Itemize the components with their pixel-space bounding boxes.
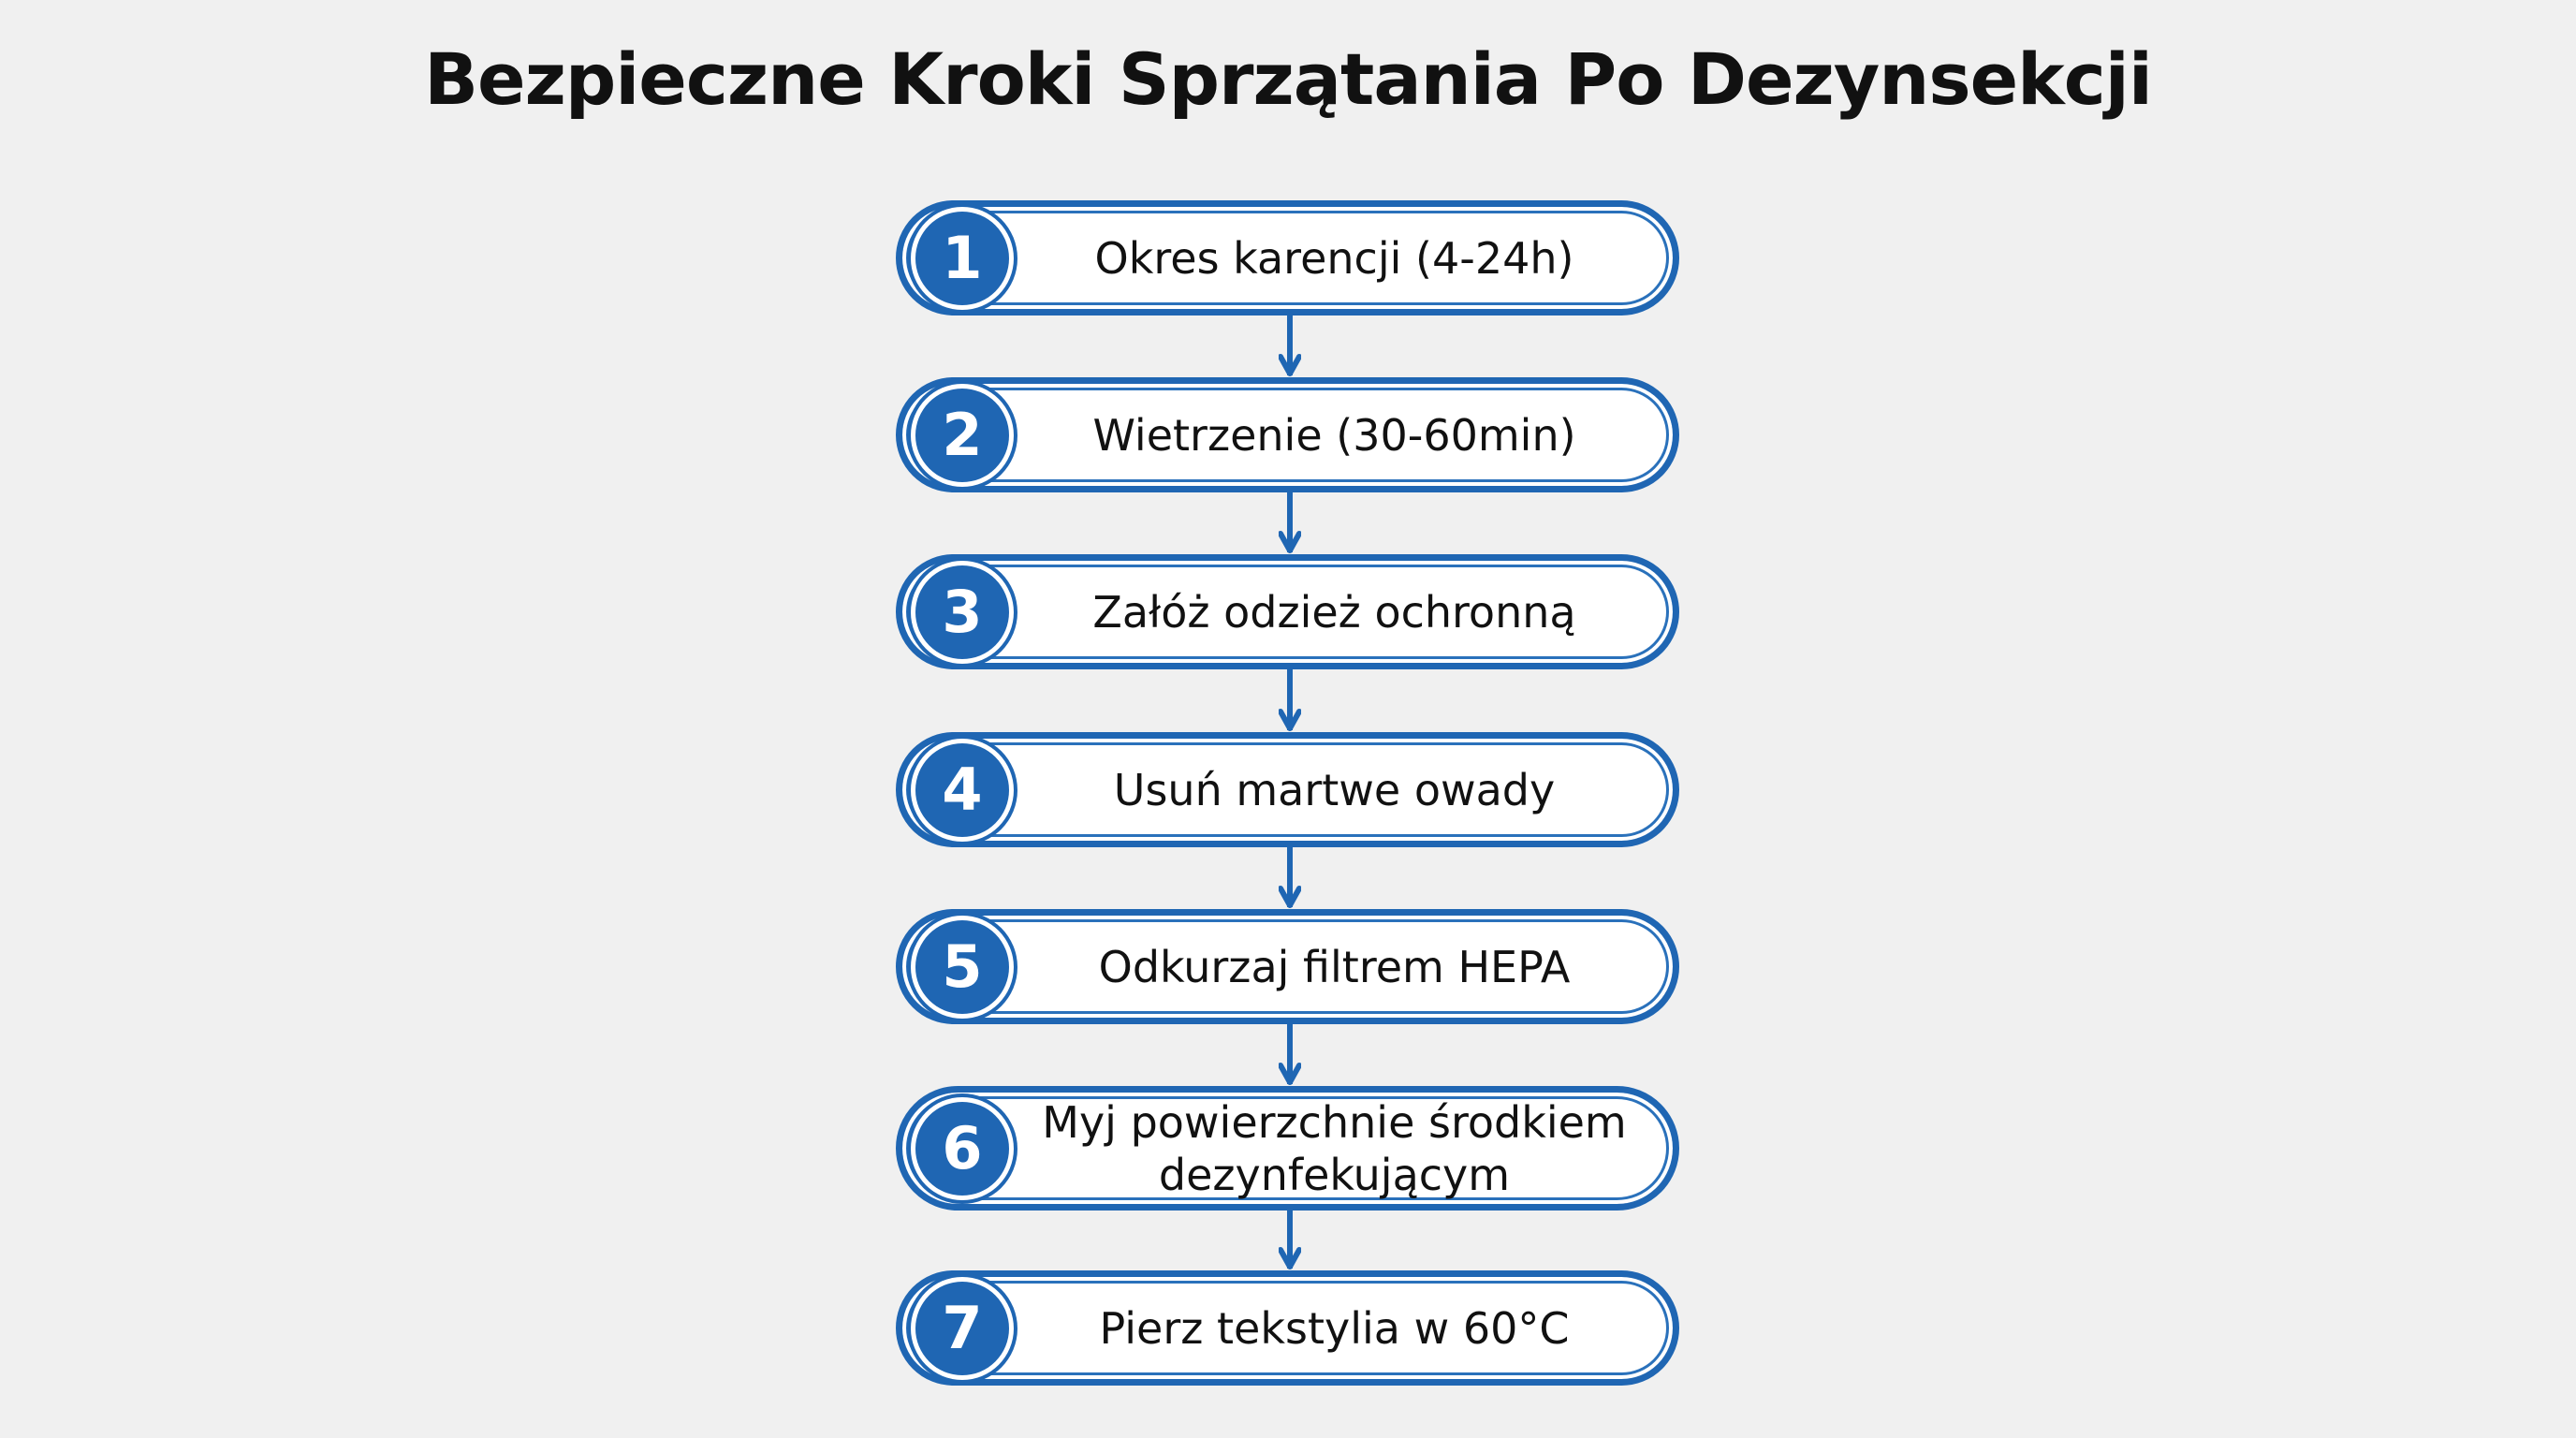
step-number-badge: 4 <box>915 743 1009 837</box>
step-label: Wietrzenie (30-60min) <box>1092 409 1576 461</box>
step-6 <box>896 1086 1679 1211</box>
step-label: Pierz tekstylia w 60°C <box>1099 1302 1570 1354</box>
step-label: Myj powierzchnie środkiem dezynfekującym <box>1042 1096 1627 1200</box>
step-1 <box>896 200 1679 315</box>
step-7 <box>896 1270 1679 1386</box>
arrow-down-icon <box>1279 669 1301 732</box>
step-4 <box>896 732 1679 847</box>
step-number-badge: 7 <box>915 1282 1009 1375</box>
step-number-badge: 3 <box>915 565 1009 659</box>
step-number-badge: 6 <box>915 1102 1009 1196</box>
step-label: Odkurzaj filtrem HEPA <box>1098 941 1571 992</box>
page-title: Bezpieczne Kroki Sprzątania Po Dezynsekcji <box>424 37 2152 121</box>
arrow-down-icon <box>1279 315 1301 377</box>
step-number-badge: 5 <box>915 920 1009 1014</box>
step-label: Załóż odzież ochronną <box>1092 586 1576 638</box>
arrow-down-icon <box>1279 847 1301 909</box>
step-3 <box>896 554 1679 669</box>
step-number-badge: 2 <box>915 389 1009 482</box>
arrow-down-icon <box>1279 1024 1301 1086</box>
step-number-badge: 1 <box>915 212 1009 305</box>
step-2 <box>896 377 1679 492</box>
step-label: Okres karencji (4-24h) <box>1094 232 1574 284</box>
arrow-down-icon <box>1279 1211 1301 1270</box>
arrow-down-icon <box>1279 492 1301 554</box>
step-label: Usuń martwe owady <box>1113 764 1556 815</box>
step-5 <box>896 909 1679 1024</box>
